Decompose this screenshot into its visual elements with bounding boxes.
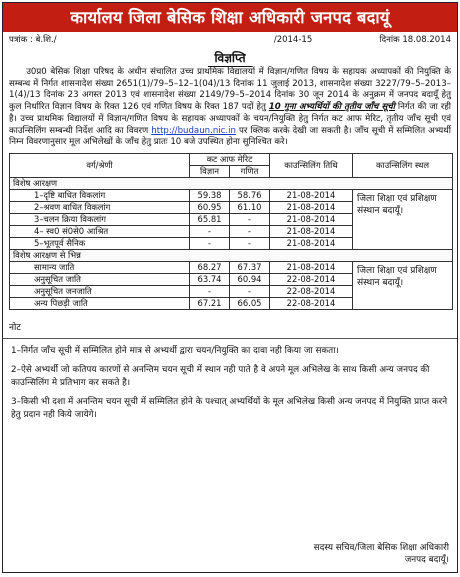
math-cell: 66.05 [230, 297, 270, 309]
science-cell: 65.81 [190, 213, 230, 225]
intro-part-1: उ0प्र0 बेसिक शिक्षा परिषद के अधीन संचालित उच्च प्राथमिक विद्यालयों में विज्ञान/गणित विषय के सहायक अध्यापकों की नियुक्ति के सम्बन्ध में निर्गत शासनादेश संख्या 2651(1)/79–5–12–1(04)/13 दिनांक 11 जुलाई 2013, शासनादेश संख्या 3227/79–5–2013–1(4)/13 दिनांक 23 अगस्त 2013 एवं शासनादेश संख्या 2149/79–5–2014 दिनांक 30 जून 2014 के अनुक्रम में जनपद बदायूँ हेतु कुल निर्धारित विज्ञान विषय के रिक्त 126 एवं गणित विषय के रिक्त 187 पदों हेतु [9, 67, 451, 113]
category-cell: 4– स्व0 सं0से0 आश्रित [10, 225, 190, 237]
notice-title-wrap [3, 47, 457, 63]
cutoff-table [9, 153, 453, 310]
math-cell: 58.76 [230, 189, 270, 201]
notice-page [2, 2, 458, 573]
section-title: विशेष आरक्षण [10, 177, 453, 189]
date-value: 18.08.2014 [402, 35, 451, 45]
date-cell: 22-08-2014 [270, 285, 353, 297]
date-cell: 21-08-2014 [270, 261, 353, 273]
header-place: काउन्सिलिंग स्थल [353, 153, 453, 177]
category-cell: अनुसूचित जनजाति [10, 285, 190, 297]
venue-cell: जिला शिक्षा एवं प्रशिक्षण संस्थान बदायूँ। [353, 261, 453, 309]
note-item: 2–ऐसे अभ्यर्थी जो कतिपय कारणों से अनन्तिम चयन सूची में स्थान नही पाते है वे अपने मूल अभिलेख के साथ किसी अन्य जनपद की काउन्सिलिंग मे प्रतिभाग कर सकते है। [11, 364, 430, 388]
science-cell: 68.27 [190, 261, 230, 273]
office-header: कार्यालय जिला बेसिक शिक्षा अधिकारी जनपद बदायूं [3, 3, 457, 32]
intro-part-2: निर्गत की जा रही है। उच्च प्राथमिक विद्यालयों में विज्ञान/गणित विषय के सहायक अध्यापकों के चयन/नियुक्ति हेतु निर्गत कट आफ मेरिट, तृतीय जाँच सूची एवं काउन्सिलिंग सम्बन्धी निर्देश आदि का विवरण [9, 102, 452, 136]
category-cell: अन्य पिछड़ी जाति [10, 297, 190, 309]
website-link[interactable]: http://budaun.nic.in [151, 125, 236, 136]
category-cell: 5–भूतपूर्व सैनिक [10, 237, 190, 249]
math-cell: 61.10 [230, 201, 270, 213]
math-cell: - [230, 285, 270, 297]
date-label: दिनांक [379, 35, 400, 45]
letter-number: पत्रांक : बे.शि./ [9, 35, 57, 45]
intro-part-3: पर क्लिक करके देखी जा सकती है। जाँच सूची में सम्मिलित अभ्यर्थी निम्न विवरणानुसार मूल अभिलेखों के जाँच हेतु प्रातः 10 बजे उपस्थित होना सुनिश्चित करे। [9, 125, 452, 148]
date-cell: 21-08-2014 [270, 201, 353, 213]
signature-place: जनपद बदायूँ। [404, 555, 449, 565]
section-row [10, 177, 453, 189]
math-cell: 67.37 [230, 261, 270, 273]
notice-title: विज्ञप्ति [208, 51, 251, 67]
category-cell: 1–दृष्टि बाधित विकलांग [10, 189, 190, 201]
math-cell: 60.94 [230, 273, 270, 285]
venue-cell: जिला शिक्षा एवं प्रशिक्षण संस्थान बदायूँ। [353, 189, 453, 249]
category-cell: 2–श्रवण बाधित विकलांग [10, 201, 190, 213]
letter-year: /2014-15 [273, 35, 313, 45]
intro-underlined: 10 गुना अभ्यर्थियों की तृतीय जाँच सूची [268, 102, 395, 113]
category-cell: 3–चलन क्रिया विकलांग [10, 213, 190, 225]
date-cell: 22-08-2014 [270, 273, 353, 285]
table-row [10, 189, 453, 201]
science-cell: 67.21 [190, 297, 230, 309]
science-cell: - [190, 225, 230, 237]
science-cell: 63.74 [190, 273, 230, 285]
note-item: 3–किसी भी दशा में अनन्तिम चयन सूची में सम्मिलित होने के पश्चात् अभ्यर्थियों के मूल अभिलेख किसी अन्य जनपद में नियुक्ति प्राप्त करने हेतु प्रदान नही किये जायेगे। [11, 396, 448, 420]
date-cell: 21-08-2014 [270, 237, 353, 249]
table-row [10, 261, 453, 273]
math-cell: - [230, 237, 270, 249]
science-cell: 60.95 [190, 201, 230, 213]
science-cell: - [190, 285, 230, 297]
category-cell: अनुसूचित जाति [10, 273, 190, 285]
note-item: 1–निर्गत जाँच सूची में सम्मिलित होने मात्र से अभ्यर्थी द्वारा चयन/नियुक्ति का दावा नही किया जा सकता। [11, 345, 339, 356]
section-title: विशेष आरक्षण से भिन्न [10, 249, 453, 261]
letter-date [379, 34, 451, 46]
header-math: गणित [230, 165, 270, 177]
table-header-row [10, 153, 453, 165]
date-cell: 21-08-2014 [270, 213, 353, 225]
header-date: काउन्सिलिंग तिथि [270, 153, 353, 177]
section-row [10, 249, 453, 261]
date-cell: 21-08-2014 [270, 225, 353, 237]
intro-paragraph [3, 65, 457, 149]
science-cell: - [190, 237, 230, 249]
math-cell: - [230, 225, 270, 237]
header-cutoff: कट आफ मेरिट [190, 153, 270, 165]
header-category: वर्ग/श्रेणी [10, 153, 190, 177]
math-cell: - [230, 213, 270, 225]
notes-title: नोट [9, 322, 21, 333]
date-cell: 21-08-2014 [270, 189, 353, 201]
date-cell: 22-08-2014 [270, 297, 353, 309]
signature-title: सदस्य सचिव/जिला बेसिक शिक्षा अधिकारी [313, 543, 449, 553]
reference-line [3, 32, 457, 46]
category-cell: सामान्य जाति [10, 261, 190, 273]
signature-block [314, 542, 449, 566]
science-cell: 59.38 [190, 189, 230, 201]
header-science: विज्ञान [190, 165, 230, 177]
